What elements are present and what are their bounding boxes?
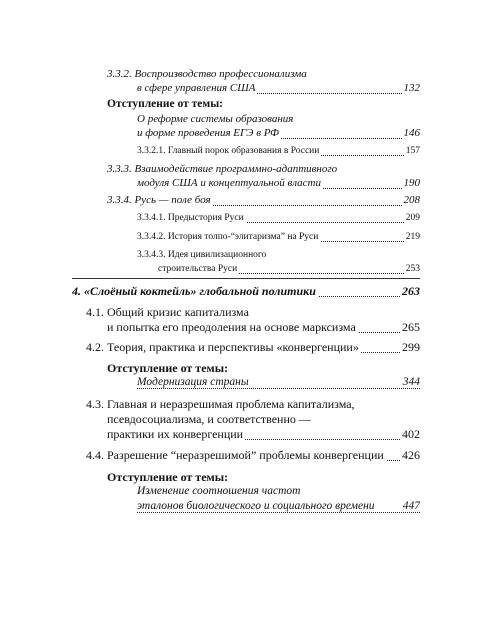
toc-entry-title: 4.3. Главная и неразрешимая проблема капитализма, (86, 397, 355, 411)
toc-entry[interactable] (107, 427, 420, 443)
page-number: 263 (402, 284, 420, 298)
toc-entry[interactable] (86, 448, 420, 464)
page-number: 157 (405, 146, 420, 156)
digression-heading: Отступление от темы: (107, 470, 229, 484)
toc-entry[interactable] (137, 376, 420, 392)
digression-heading: Отступление от темы: (107, 361, 229, 375)
toc-entry[interactable] (137, 213, 420, 226)
chapter-entry[interactable] (72, 284, 420, 300)
toc-entry[interactable] (107, 194, 420, 209)
toc-entry-title: в сфере управления США (137, 82, 256, 94)
toc-entry[interactable] (86, 340, 420, 356)
toc-entry-title: практики их конвергенции (107, 427, 244, 441)
toc-entry-title: 3.3.4.1. Предыстория Руси (137, 213, 244, 223)
toc-entry[interactable] (137, 127, 420, 142)
toc-entry-title: псевдосоциализма, и соответственно — (107, 412, 311, 426)
page-number: 299 (402, 340, 420, 354)
page-number: 190 (403, 177, 420, 189)
page-number: 146 (403, 127, 420, 139)
toc-entry-title: и форме проведения ЕГЭ в РФ (137, 127, 280, 139)
toc-entry-title: Модернизация страны (137, 376, 249, 388)
toc-entry[interactable] (137, 177, 420, 192)
toc-entry-title: эталонов биологического и социального времени (137, 500, 375, 512)
toc-entry-title: 4.1. Общий кризис капитализма (86, 305, 249, 319)
toc-entry-title: модуля США и концептуальной власти (137, 177, 322, 189)
page-number: 402 (402, 427, 420, 441)
toc-entry-title: 3.3.4. Русь — поле боя (107, 194, 211, 206)
toc-entry[interactable] (137, 82, 420, 97)
page-number: 209 (405, 213, 420, 223)
toc-entry-title: Изменение соотношения частот (137, 485, 301, 497)
page-number: 426 (402, 448, 420, 462)
page-number: 208 (403, 194, 420, 206)
page-number: 344 (402, 376, 420, 388)
toc-entry-title: 4.2. Теория, практика и перспективы «конвергенции» (86, 340, 359, 354)
toc-entry-title: 4.4. Разрешение “неразрешимой” проблемы конвергенции (86, 448, 384, 462)
toc-entry[interactable] (158, 264, 420, 277)
toc-entry-title: 3.3.2. Воспроизводство профессионализма (107, 68, 307, 80)
divider (72, 278, 420, 279)
toc-entry-title: и попытка его преодоления на основе марксизма (107, 320, 356, 334)
page-number: 447 (402, 500, 420, 512)
page-number: 265 (402, 320, 420, 334)
toc-entry[interactable] (137, 146, 420, 159)
toc-entry-title: 3.3.4.3. Идея цивилизационного (137, 250, 267, 260)
toc-entry[interactable] (107, 320, 420, 336)
toc-entry[interactable] (137, 500, 420, 516)
digression-heading: Отступление от темы: (107, 98, 224, 110)
toc-entry-title: 3.3.3. Взаимодействие программно-адаптивного (107, 163, 338, 175)
page-number: 132 (403, 82, 420, 94)
toc-entry-title: 3.3.2.1. Главный порок образования в России (137, 146, 320, 156)
toc-entry[interactable] (137, 232, 420, 245)
page-number: 219 (405, 232, 420, 242)
chapter-title: 4. «Слоёный коктейль» глобальной политики (72, 284, 316, 298)
page-number: 253 (405, 264, 420, 274)
toc-entry-title: О реформе системы образования (137, 113, 294, 125)
toc-entry-title: 3.3.4.2. История толпо-“элитаризма” на Руси (137, 232, 319, 242)
toc-entry-title: строительства Руси (158, 264, 238, 274)
